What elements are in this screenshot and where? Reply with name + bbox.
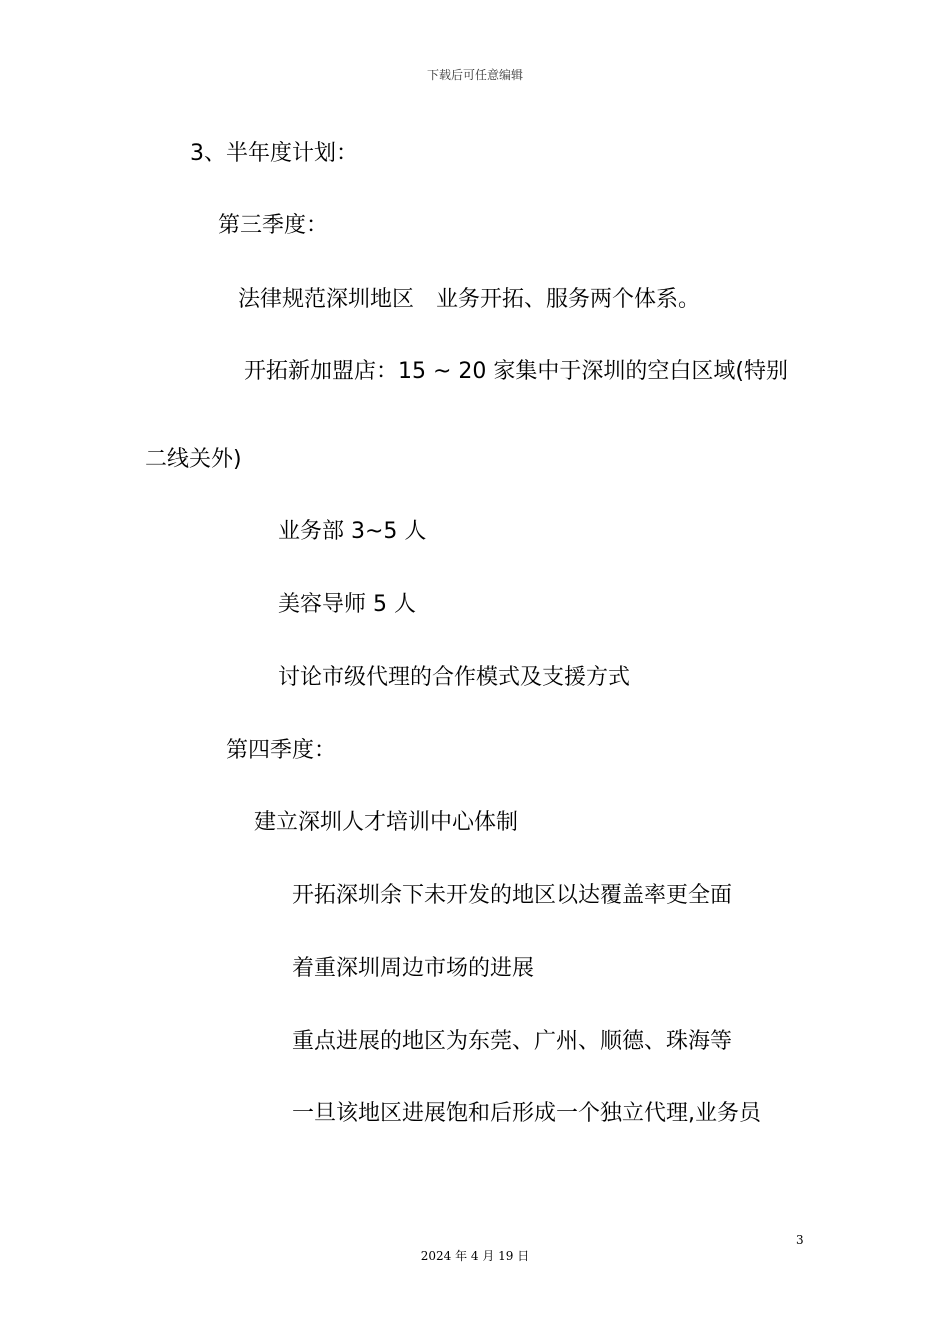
- page-number: 3: [796, 1233, 804, 1247]
- q4-item-independent-agent: 一旦该地区进展饱和后形成一个独立代理,业务员: [292, 1101, 761, 1126]
- q3-title: 第三季度：: [218, 213, 329, 238]
- q3-line-new-stores: 开拓新加盟店：15 ~ 20 家集中于深圳的空白区域(特别: [244, 359, 788, 384]
- q3-item-beauty-mentor: 美容导师 5 人: [278, 592, 416, 617]
- q4-title: 第四季度：: [226, 738, 337, 763]
- q3-line-new-stores-cont: 二线关外): [145, 447, 242, 472]
- page-header: 下载后可任意编辑: [426, 68, 523, 82]
- q3-line-legal: 法律规范深圳地区 业务开拓、服务两个体系。: [238, 287, 701, 312]
- q4-item-key-regions: 重点进展的地区为东莞、广州、顺德、珠海等: [292, 1029, 733, 1054]
- q4-item-coverage: 开拓深圳余下未开发的地区以达覆盖率更全面: [292, 883, 733, 908]
- q4-item-surrounding: 着重深圳周边市场的进展: [292, 956, 535, 981]
- q3-item-agent-model: 讨论市级代理的合作模式及支援方式: [278, 665, 631, 690]
- section-heading: 3、半年度计划：: [190, 141, 358, 166]
- footer-date: 2024 年 4 月 19 日: [420, 1249, 530, 1263]
- q4-line-training: 建立深圳人才培训中心体制: [254, 810, 519, 835]
- q3-item-sales-dept: 业务部 3~5 人: [278, 519, 427, 544]
